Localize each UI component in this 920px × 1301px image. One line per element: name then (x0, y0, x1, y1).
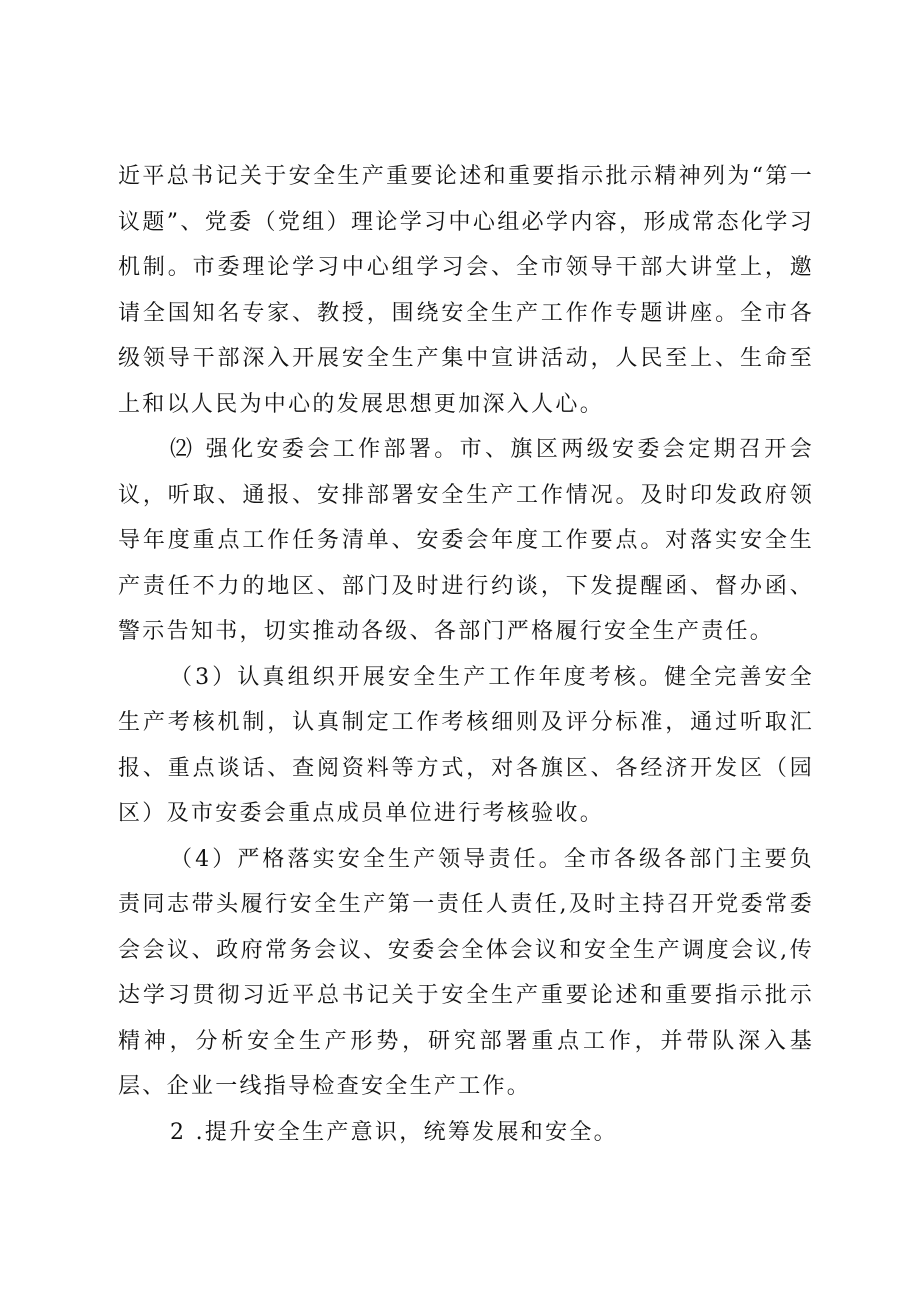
section-heading-2: 2 .提升安全生产意识，统筹发展和安全。 (170, 1119, 618, 1145)
paragraph-item-2: ⑵ 强化安委会工作部署。市、旗区两级安委会定期召开会议，听取、通报、安排部署安全生产工作情况。及时印发政府领导年度重点工作任务清单、安委会年度工作要点。对落实安全生产责任不力的地区、部门及时进行约谈，下发提醒函、督办函、警示告知书，切实推动各级、各部门严格履行安全生产责任。 (118, 437, 814, 644)
paragraph-continuation: 近平总书记关于安全生产重要论述和重要指示批示精神列为“第一议题”、党委（党组）理论学习中心组必学内容，形成常态化学习机制。市委理论学习中心组学习会、全市领导干部大讲堂上，邀请全国知名专家、教授，围绕安全生产工作作专题讲座。全市各级领导干部深入开展安全生产集中宣讲活动，人民至上、生命至上和以人民为中心的发展思想更加深入人心。 (118, 164, 814, 417)
paragraph-item-4: （4）严格落实安全生产领导责任。全市各级各部门主要负责同志带头履行安全生产第一责任人责任,及时主持召开党委常委会会议、政府常务会议、安委会全体会议和安全生产调度会议,传达学习贯彻习近平总书记关于安全生产重要论述和重要指示批示精神，分析安全生产形势，研究部署重点工作，并带队深入基层、企业一线指导检查安全生产工作。 (118, 846, 814, 1099)
document-body (118, 154, 814, 1155)
paragraph-item-3: （3）认真组织开展安全生产工作年度考核。健全完善安全生产考核机制，认真制定工作考核细则及评分标准，通过听取汇报、重点谈话、查阅资料等方式，对各旗区、各经济开发区（园区）及市安委会重点成员单位进行考核验收。 (118, 664, 814, 826)
